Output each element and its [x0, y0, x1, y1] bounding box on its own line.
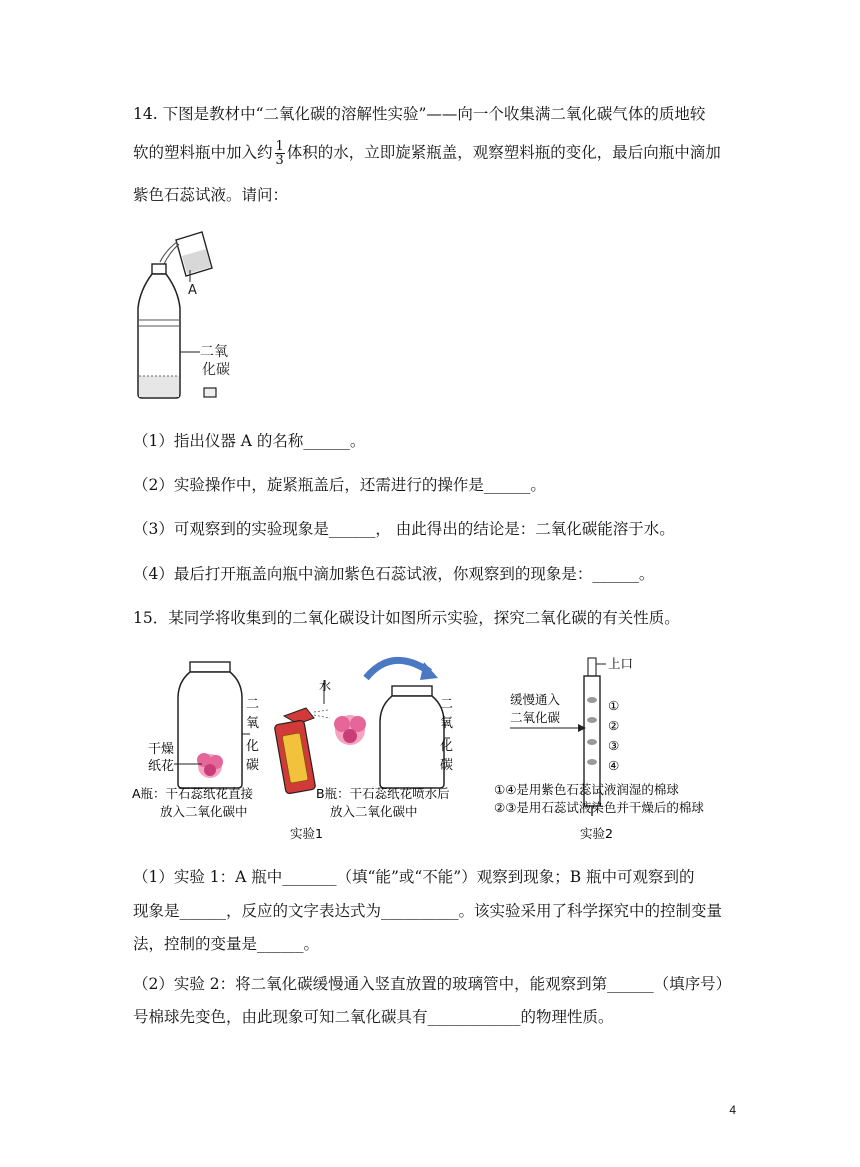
co2-a-char-3: 化	[246, 739, 260, 754]
label-co2-2: 化碳	[202, 362, 230, 378]
b-caption-2: 放入二氧化碳中	[330, 804, 418, 819]
q14-sub4: （4）最后打开瓶盖向瓶中滴加紫色石蕊试液，你观察到的现象是：______。	[133, 565, 655, 583]
label-a: A	[188, 283, 197, 298]
top-mouth-label: 上口	[608, 656, 634, 671]
q14-line2-pre: 软的塑料瓶中加入约	[133, 143, 273, 162]
co2-a-char-1: 二	[246, 697, 260, 712]
a-caption-1: A瓶：干石蕊纸花直接	[132, 786, 254, 801]
label-co2-1: 二氧	[200, 344, 228, 360]
spray-bottle-icon	[274, 708, 316, 794]
ball-3-label: ③	[608, 738, 620, 753]
experiment-figure	[130, 652, 740, 848]
q14-sub2: （2）实验操作中，旋紧瓶盖后，还需进行的操作是______。	[133, 476, 546, 494]
note1: ①④是用紫色石蕊试液润湿的棉球	[494, 782, 679, 797]
one-third-fraction: $\frac{1}{3}$	[275, 139, 284, 168]
q14-line3: 紫色石蕊试液。请问：	[133, 186, 289, 204]
q14-sub3: （3）可观察到的实验现象是______， 由此得出的结论是：二氧化碳能溶于水。	[133, 520, 675, 538]
q14-line1: 14. 下图是教材中“二氧化碳的溶解性实验”——向一个收集满二氧化碳气体的质地较	[133, 105, 706, 123]
q15-line1: 15．某同学将收集到的二氧化碳设计如图所示实验，探究二氧化碳的有关性质。	[133, 609, 680, 627]
water-label: 水	[319, 679, 332, 693]
ball-2-label: ②	[608, 718, 620, 733]
q14-line2	[133, 140, 721, 167]
page-number: 4	[729, 1103, 736, 1117]
slow-label-2: 二氧化碳	[510, 710, 561, 725]
dry-label-1: 干燥	[148, 742, 175, 757]
co2-a-char-2: 氧	[246, 716, 260, 731]
a-caption-2: 放入二氧化碳中	[160, 804, 248, 819]
bottle-figure	[130, 228, 260, 404]
q15-sub2-line1: （2）实验 2：将二氧化碳缓慢通入竖直放置的玻璃管中，能观察到第______（填序号）	[133, 975, 732, 993]
exp1-label: 实验1	[290, 826, 323, 841]
q14-sub1: （1）指出仪器 A 的名称______。	[133, 432, 366, 450]
curved-arrow-icon	[366, 660, 430, 678]
ball-4-label: ④	[608, 758, 620, 773]
exp2-label: 实验2	[580, 826, 613, 841]
cap-icon	[204, 388, 216, 397]
co2-b-char-4: 碳	[440, 758, 454, 773]
co2-b-char-1: 二	[440, 697, 454, 712]
q15-sub2-line2: 号棉球先变色，由此现象可知二氧化碳具有____________的物理性质。	[133, 1008, 614, 1026]
q15-sub1-line1: （1）实验 1：A 瓶中_______（填“能”或“不能”）观察到现象；B 瓶中可观察到的	[133, 868, 695, 886]
co2-b-char-2: 氧	[440, 716, 454, 731]
jar-b-icon	[380, 686, 444, 788]
q15-sub1-line2: 现象是______，反应的文字表达式为__________。该实验采用了科学探究中的控制变量	[133, 902, 723, 920]
q14-line2-post: 体积的水，立即旋紧瓶盖，观察塑料瓶的变化，最后向瓶中滴加	[286, 143, 721, 162]
dry-label-2: 纸花	[148, 759, 175, 774]
b-caption-1: B瓶：干石蕊纸花喷水后	[316, 786, 450, 801]
note2: ②③是用石蕊试液染色并干燥后的棉球	[494, 800, 704, 815]
co2-b-char-3: 化	[440, 739, 454, 754]
slow-label-1: 缓慢通入	[510, 692, 561, 707]
q15-sub1-line3: 法，控制的变量是______。	[133, 935, 320, 953]
ball-1-label: ①	[608, 698, 620, 713]
co2-a-char-4: 碳	[246, 758, 260, 773]
flower-b-icon	[334, 715, 366, 745]
